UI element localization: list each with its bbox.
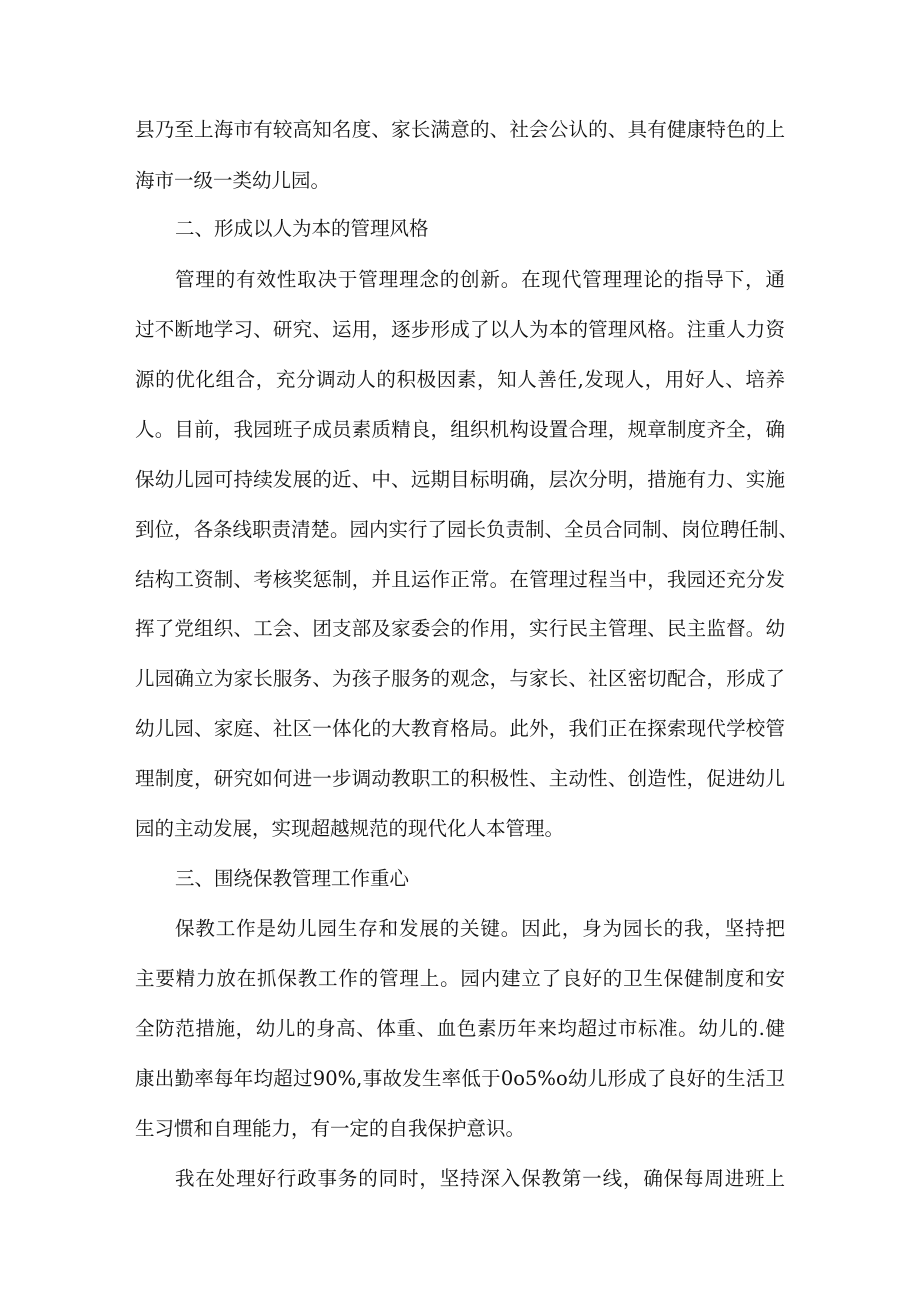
paragraph-line [135, 515, 799, 545]
paragraph-3-line-2: 主要精力放在抓保教工作的管理上。园内建立了良好的卫生保健制度和安 [135, 967, 785, 990]
paragraph-2-line-3: 源的优化组合，充分调动人的积极因素，知人善任,发现人，用好人、培养 [135, 368, 785, 391]
paragraph-1-line-1: 县乃至上海市有较高知名度、家长满意的、社会公认的、具有健康特色的上 [135, 118, 785, 141]
paragraph-3-line-4: 康出勤率每年均超过90%,事故发生率低于0o5%o幼儿形成了良好的生活卫 [135, 1067, 785, 1090]
paragraph-line [135, 1064, 785, 1094]
paragraph-line [135, 115, 785, 145]
paragraph-2-line-11: 理制度，研究如何进一步调动教职工的积极性、主动性、创造性，促进幼儿 [135, 767, 785, 790]
paragraph-line [135, 1014, 785, 1044]
section-heading-3: 三、围绕保教管理工作重心 [175, 867, 410, 890]
paragraph-line [135, 415, 785, 445]
paragraph-line [135, 764, 785, 794]
paragraph-2-line-8: 挥了党组织、工会、团支部及家委会的作用，实行民主管理、民主监督。幼 [135, 617, 785, 640]
paragraph-line [135, 565, 785, 595]
paragraph-line [135, 465, 785, 495]
paragraph-line [135, 964, 785, 994]
paragraph-3-line-5: 生习惯和自理能力，有一定的自我保护意识。 [135, 1117, 526, 1140]
paragraph-2-line-10: 幼儿园、家庭、社区一体化的大教育格局。此外，我们正在探索现代学校管 [135, 717, 785, 740]
paragraph-line [135, 714, 785, 744]
section-heading [175, 214, 785, 244]
paragraph-2-line-7: 结构工资制、考核奖惩制，并且运作正常。在管理过程当中，我园还充分发 [135, 568, 785, 591]
paragraph-2-line-9: 儿园确立为家长服务、为孩子服务的观念，与家长、社区密切配合，形成了 [135, 667, 785, 690]
paragraph-line [135, 315, 785, 345]
paragraph-2-line-6: 到位，各条线职责清楚。园内实行了园长负责制、全员合同制、岗位聘任制、 [135, 518, 799, 541]
paragraph-line [175, 914, 785, 944]
paragraph-2-line-1: 管理的有效性取决于管理理念的创新。在现代管理理论的指导下，通 [175, 268, 785, 291]
paragraph-line [175, 1164, 785, 1194]
paragraph-2-line-5: 保幼儿园可持续发展的近、中、远期目标明确，层次分明，措施有力、实施 [135, 468, 785, 491]
paragraph-1-line-2: 海市一级一类幼儿园。 [135, 169, 331, 192]
paragraph-line [135, 814, 785, 844]
section-heading [175, 864, 785, 894]
paragraph-line [135, 1114, 785, 1144]
paragraph-4-line-1: 我在处理好行政事务的同时，坚持深入保教第一线，确保每周进班上 [175, 1167, 785, 1190]
section-heading-2: 二、形成以人为本的管理风格 [175, 217, 429, 240]
paragraph-3-line-3: 全防范措施，幼儿的身高、体重、血色素历年来均超过市标准。幼儿的.健 [135, 1017, 785, 1040]
paragraph-line [175, 265, 785, 295]
paragraph-3-line-1: 保教工作是幼儿园生存和发展的关键。因此，身为园长的我，坚持把 [175, 917, 785, 940]
paragraph-line [135, 166, 785, 196]
paragraph-line [135, 614, 785, 644]
paragraph-2-line-12: 园的主动发展，实现超越规范的现代化人本管理。 [135, 817, 565, 840]
paragraph-2-line-4: 人。目前，我园班子成员素质精良，组织机构设置合理，规章制度齐全，确 [135, 418, 785, 441]
paragraph-line [135, 664, 785, 694]
paragraph-2-line-2: 过不断地学习、研究、运用，逐步形成了以人为本的管理风格。注重人力资 [135, 318, 785, 341]
paragraph-line [135, 365, 785, 395]
